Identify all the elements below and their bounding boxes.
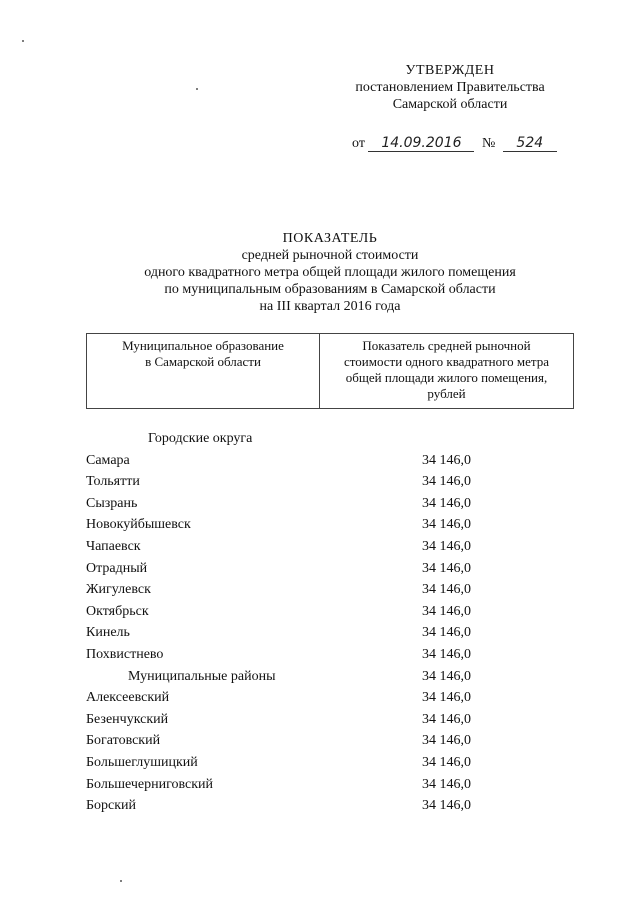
municipality-name: Кинель — [86, 625, 130, 641]
section-heading: Муниципальные районы — [128, 668, 276, 684]
price-value: 34 146,0 — [422, 560, 471, 576]
heading-line: средней рыночной стоимости — [241, 248, 419, 263]
table-row — [86, 471, 574, 493]
number-label: № — [481, 136, 496, 151]
price-value: 34 146,0 — [422, 690, 471, 706]
price-value: 34 146,0 — [422, 668, 471, 684]
municipality-name: Алексеевский — [86, 690, 170, 706]
approval-line: Самарской области — [392, 97, 508, 112]
municipality-name: Тольятти — [86, 474, 140, 490]
header-text: стоимости одного квадратного метра — [343, 354, 549, 369]
price-value: 34 146,0 — [422, 582, 471, 598]
table-row — [86, 709, 574, 731]
header-text: рублей — [427, 386, 466, 401]
municipality-name: Новокуйбышевск — [86, 517, 191, 533]
approval-title: УТВЕРЖДЕН — [405, 63, 495, 78]
table-row — [86, 579, 574, 601]
table-row — [86, 514, 574, 536]
approval-block — [350, 62, 550, 113]
municipality-name: Самара — [86, 452, 130, 468]
price-value: 34 146,0 — [422, 776, 471, 792]
header-text: Муниципальное образование — [122, 338, 284, 353]
header-text: общей площади жилого помещения, — [345, 370, 548, 385]
municipality-name: Октябрьск — [86, 603, 149, 619]
table-row — [86, 774, 574, 796]
document-heading — [90, 230, 570, 315]
header-text: Показатель средней рыночной — [362, 338, 531, 353]
table-row — [86, 622, 574, 644]
table-row — [86, 666, 574, 688]
decree-number: 524 — [503, 135, 557, 152]
price-value: 34 146,0 — [422, 711, 471, 727]
table-row — [86, 450, 574, 472]
price-value: 34 146,0 — [422, 625, 471, 641]
municipality-name: Борский — [86, 798, 137, 814]
price-value: 34 146,0 — [422, 517, 471, 533]
price-value: 34 146,0 — [422, 798, 471, 814]
header-col-price — [320, 334, 573, 408]
table-row — [86, 493, 574, 515]
table-row — [86, 601, 574, 623]
heading-title: ПОКАЗАТЕЛЬ — [282, 231, 378, 246]
decree-date: 14.09.2016 — [368, 135, 474, 152]
header-text: в Самарской области — [145, 354, 261, 369]
table-row — [86, 558, 574, 580]
municipality-name: Сызрань — [86, 495, 138, 511]
table-row — [86, 795, 574, 817]
table-row — [86, 752, 574, 774]
scan-speck — [22, 40, 24, 42]
table-row — [86, 687, 574, 709]
price-value: 34 146,0 — [422, 754, 471, 770]
approval-line: постановлением Правительства — [355, 80, 545, 95]
table-header — [86, 333, 574, 409]
municipality-name: Чапаевск — [86, 538, 141, 554]
price-value: 34 146,0 — [422, 538, 471, 554]
scan-speck — [120, 880, 122, 882]
decree-reference — [352, 135, 572, 152]
municipality-name: Жигулевск — [86, 582, 151, 598]
municipality-name: Богатовский — [86, 733, 161, 749]
table-row — [86, 536, 574, 558]
price-value: 34 146,0 — [422, 646, 471, 662]
heading-line: по муниципальным образованиям в Самарской области — [164, 282, 496, 297]
header-col-municipality — [87, 334, 320, 408]
section-heading: Городские округа — [148, 431, 253, 446]
price-value: 34 146,0 — [422, 452, 471, 468]
scan-speck — [196, 88, 198, 90]
municipality-name: Похвистнево — [86, 646, 164, 662]
heading-line: одного квадратного метра общей площади жилого помещения — [144, 265, 516, 280]
municipality-name: Большеглушицкий — [86, 754, 198, 770]
table-row — [86, 428, 574, 450]
table-body — [86, 428, 574, 817]
municipality-name: Отрадный — [86, 560, 148, 576]
municipality-name: Безенчукский — [86, 711, 169, 727]
price-value: 34 146,0 — [422, 495, 471, 511]
heading-line: на III квартал 2016 года — [259, 299, 401, 314]
price-value: 34 146,0 — [422, 603, 471, 619]
price-value: 34 146,0 — [422, 733, 471, 749]
table-row — [86, 644, 574, 666]
table-row — [86, 730, 574, 752]
price-value: 34 146,0 — [422, 474, 471, 490]
municipality-name: Большечерниговский — [86, 776, 214, 792]
from-label: от — [352, 136, 365, 151]
